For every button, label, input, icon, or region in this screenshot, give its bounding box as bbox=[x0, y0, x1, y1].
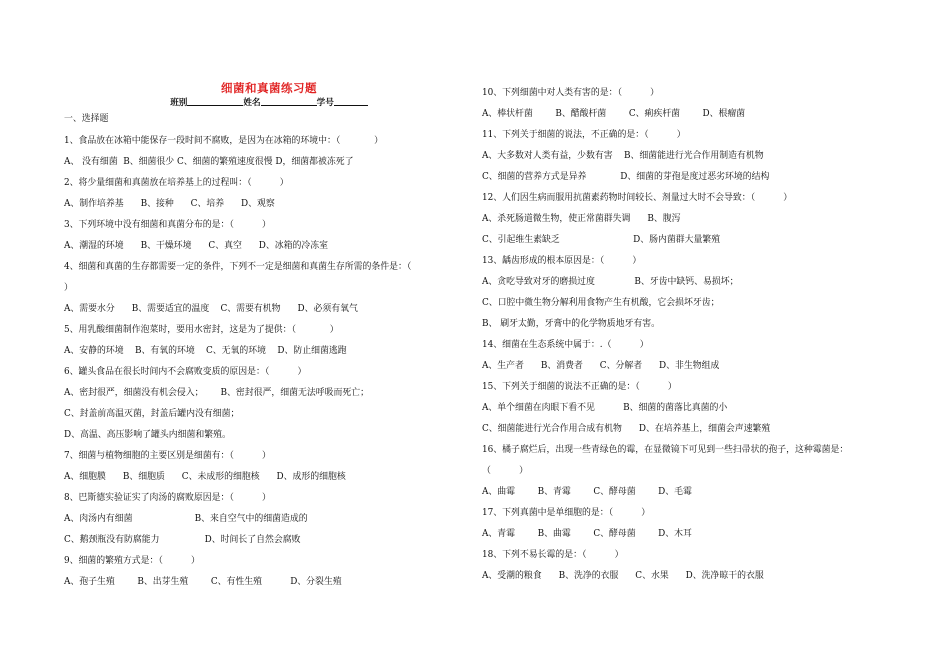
question-line: 3、下列环境中没有细菌和真菌分布的是：（ ） bbox=[64, 220, 271, 230]
answer-options: A、细胞膜 B、细胞质 C、未成形的细胞核 D、成形的细胞核 bbox=[64, 472, 346, 482]
answer-options: A、受潮的粮食 B、洗净的衣服 C、水果 D、洗净晾干的衣服 bbox=[482, 571, 764, 581]
question-line: 7、细菌与植物细胞的主要区别是细菌有：（ ） bbox=[64, 451, 271, 461]
answer-options: C、引起维生素缺乏 D、肠内菌群大量繁殖 bbox=[482, 235, 721, 245]
answer-options: A、潮湿的环境 B、干燥环境 C、真空 D、冰箱的冷冻室 bbox=[64, 241, 328, 251]
question-line: 18、下列不易长霉的是：（ ） bbox=[482, 550, 624, 560]
question-line: 16、橘子腐烂后，出现一些青绿色的霉，在显微镜下可见到一些扫帚状的孢子，这种霉菌是： bbox=[482, 445, 849, 455]
question-line: 11、下列关于细菌的说法，不正确的是：（ ） bbox=[482, 130, 686, 140]
answer-options: A、曲霉 B、青霉 C、酵母菌 D、毛霉 bbox=[482, 487, 692, 497]
question-line: 14、细菌在生态系统中属于：.（ ） bbox=[482, 340, 649, 350]
question-line-continued: （ ） bbox=[482, 466, 528, 476]
answer-options: A、单个细菌在肉眼下看不见 B、细菌的菌落比真菌的小 bbox=[482, 403, 728, 413]
question-line: 10、下列细菌中对人类有害的是：（ ） bbox=[482, 88, 660, 98]
answer-options: C、细菌能进行光合作用合成有机物 D、在培养基上，细菌会声速繁殖 bbox=[482, 424, 771, 434]
question-line: 8、巴斯德实验证实了肉汤的腐败原因是：（ ） bbox=[64, 493, 271, 503]
class-blank[interactable] bbox=[187, 96, 243, 106]
answer-options: A、肉汤内有细菌 B、来自空气中的细菌造成的 bbox=[64, 514, 308, 524]
question-line: 2、将少量细菌和真菌放在培养基上的过程叫：（ ） bbox=[64, 178, 289, 188]
question-line: 12、人们因生病而服用抗菌素药物时间较长、剂量过大时不会导致：（ ） bbox=[482, 193, 793, 203]
question-line: 13、龋齿形成的根本原因是：（ ） bbox=[482, 256, 642, 266]
question-line: 9、细菌的繁殖方式是：（ ） bbox=[64, 556, 200, 566]
section-heading: 一、选择题 bbox=[64, 114, 109, 124]
answer-options: D、高温、高压影响了罐头内细菌和繁殖。 bbox=[64, 430, 231, 440]
answer-options: A、安静的环境 B、有氧的环境 C、无氧的环境 D、防止细菌逃跑 bbox=[64, 346, 347, 356]
question-line: 15、下列关于细菌的说法不正确的是：（ ） bbox=[482, 382, 677, 392]
answer-options: C、口腔中微生物分解利用食物产生有机酸，它会损坏牙齿； bbox=[482, 298, 720, 308]
answer-options: B、 刷牙太勤，牙膏中的化学物质地牙有害。 bbox=[482, 319, 660, 329]
answer-options: C、封盖前高温灭菌，封盖后罐内没有细菌； bbox=[64, 409, 240, 419]
class-label: 班别 bbox=[170, 98, 188, 108]
id-blank[interactable] bbox=[334, 96, 368, 106]
answer-options: A、杀死肠道微生物，使正常菌群失调 B、腹泻 bbox=[482, 214, 681, 224]
answer-options: C、细菌的营养方式是异养 D、细菌的芽孢是度过恶劣环境的结构 bbox=[482, 172, 770, 182]
answer-options: A、大多数对人类有益，少数有害 B、细菌能进行光合作用制造有机物 bbox=[482, 151, 764, 161]
id-label: 学号 bbox=[316, 98, 334, 108]
answer-options: A、孢子生殖 B、出芽生殖 C、有性生殖 D、分裂生殖 bbox=[64, 577, 342, 587]
question-line: 6、罐头食品在很长时间内不会腐败变质的原因是：（ ） bbox=[64, 367, 307, 377]
answer-options: A、棒状杆菌 B、醋酸杆菌 C、痢疾杆菌 D、根瘤菌 bbox=[482, 109, 746, 119]
question-line: 17、下列真菌中是单细胞的是：（ ） bbox=[482, 508, 651, 518]
answer-options: A、青霉 B、曲霉 C、酵母菌 D、木耳 bbox=[482, 529, 692, 539]
student-info-line bbox=[64, 96, 474, 108]
question-line: 4、细菌和真菌的生存都需要一定的条件，下列不一定是细菌和真菌生存所需的条件是：（ bbox=[64, 262, 412, 272]
answer-options: A、密封很严，细菌没有机会侵入； B、密封很严，细菌无法呼吸而死亡； bbox=[64, 388, 369, 398]
question-line-continued: ） bbox=[64, 283, 73, 293]
worksheet-title: 细菌和真菌练习题 bbox=[221, 81, 317, 95]
name-label: 姓名 bbox=[243, 98, 261, 108]
question-line: 1、食品放在冰箱中能保存一段时间不腐败，是因为在冰箱的环境中：（ ） bbox=[64, 136, 384, 146]
name-blank[interactable] bbox=[261, 96, 317, 106]
answer-options: A、贪吃导致对牙的磨损过度 B、牙齿中缺钙、易损坏； bbox=[482, 277, 739, 287]
answer-options: C、鹅颈瓶没有防腐能力 D、时间长了自然会腐败 bbox=[64, 535, 301, 545]
question-line: 5、用乳酸细菌制作泡菜时，要用水密封，这是为了提供：（ ） bbox=[64, 325, 339, 335]
answer-options: A、制作培养基 B、接种 C、培养 D、观察 bbox=[64, 199, 275, 209]
answer-options: A、需要水分 B、需要适宜的温度 C、需要有机物 D、必须有氧气 bbox=[64, 304, 358, 314]
answer-options: A、生产者 B、消费者 C、分解者 D、非生物组成 bbox=[482, 361, 720, 371]
answer-options: A、 没有细菌 B、细菌很少 C、细菌的繁殖速度很慢 D，细菌都被冻死了 bbox=[64, 157, 354, 167]
